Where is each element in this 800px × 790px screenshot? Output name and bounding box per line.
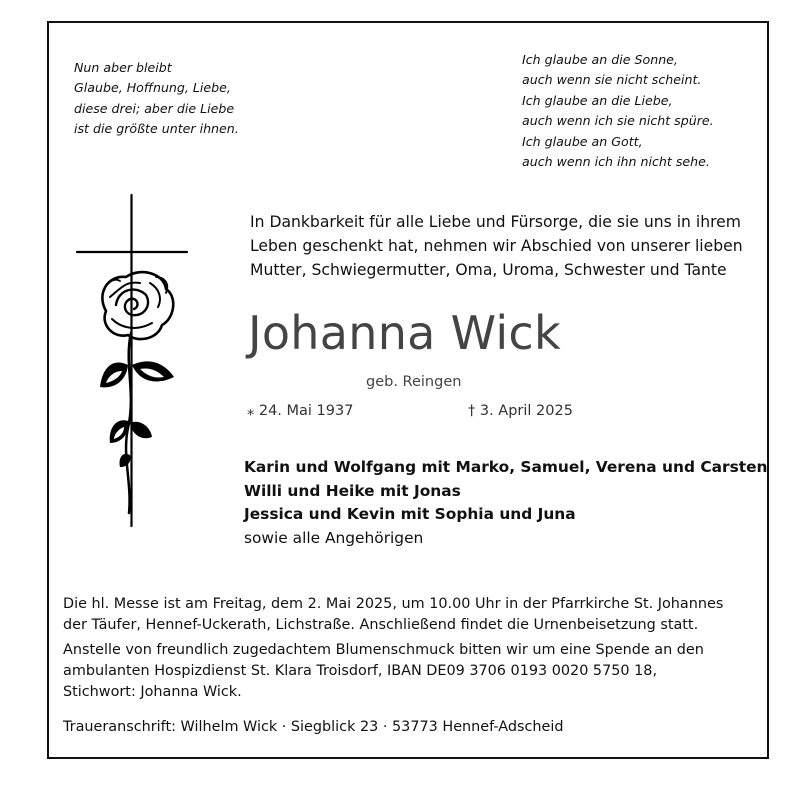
quote-right	[522, 50, 714, 172]
quote-right-line: Ich glaube an die Sonne,	[522, 52, 678, 67]
cross-with-rose-icon	[66, 193, 196, 528]
family-line: Jessica und Kevin mit Sophia und Juna	[244, 505, 576, 523]
birth-date: ⁎ 24. Mai 1937	[247, 403, 354, 419]
intro-line: In Dankbarkeit für alle Liebe und Fürsorge, die sie uns in ihrem	[250, 213, 741, 231]
quote-right-line: auch wenn ich sie nicht spüre.	[522, 113, 714, 129]
intro-text	[250, 210, 742, 282]
death-date: † 3. April 2025	[468, 403, 573, 419]
family-closing: sowie alle Angehörigen	[244, 528, 424, 547]
birth-name: geb. Reingen	[366, 374, 462, 390]
quote-left-line: Glaube, Hoffnung, Liebe,	[74, 80, 231, 96]
quote-right-line: Ich glaube an die Liebe,	[522, 92, 673, 108]
mourning-address: Traueranschrift: Wilhelm Wick · Siegblick 23 · 53773 Hennef-Adscheid	[63, 719, 564, 735]
quote-left-line: ist die größte unter ihnen.	[74, 121, 239, 137]
quote-left	[74, 58, 239, 140]
mass-notice	[63, 594, 751, 636]
quote-right-line: auch wenn ich ihn nicht sehe.	[522, 154, 710, 170]
intro-line: Mutter, Schwiegermutter, Oma, Uroma, Schwester und Tante	[250, 261, 727, 279]
family-list	[244, 456, 768, 550]
quote-left-line: Nun aber bleibt	[74, 60, 172, 75]
donation-line: Anstelle von freundlich zugedachtem Blumenschmuck bitten wir um eine Spende an den	[63, 642, 704, 658]
family-line: Willi und Heike mit Jonas	[244, 481, 461, 500]
quote-right-line: Ich glaube an Gott,	[522, 133, 643, 149]
mass-line: Die hl. Messe ist am Freitag, dem 2. Mai 2025, um 10.00 Uhr in der Pfarrkirche St. Johannes	[63, 596, 724, 612]
mass-line: der Täufer, Hennef-Uckerath, Lichstraße. Anschließend findet die Urnenbeisetzung statt.	[63, 617, 699, 633]
intro-line: Leben geschenkt hat, nehmen wir Abschied von unserer lieben	[250, 237, 743, 255]
deceased-name: Johanna Wick	[248, 306, 561, 360]
donation-notice	[63, 640, 751, 703]
donation-line: ambulanten Hospizdienst St. Klara Troisdorf, IBAN DE09 3706 0193 0020 5750 18,	[63, 663, 658, 679]
family-line: Karin und Wolfgang mit Marko, Samuel, Verena und Carsten	[244, 458, 768, 476]
quote-right-line: auch wenn sie nicht scheint.	[522, 72, 702, 88]
donation-line: Stichwort: Johanna Wick.	[63, 684, 242, 700]
quote-left-line: diese drei; aber die Liebe	[74, 100, 235, 116]
